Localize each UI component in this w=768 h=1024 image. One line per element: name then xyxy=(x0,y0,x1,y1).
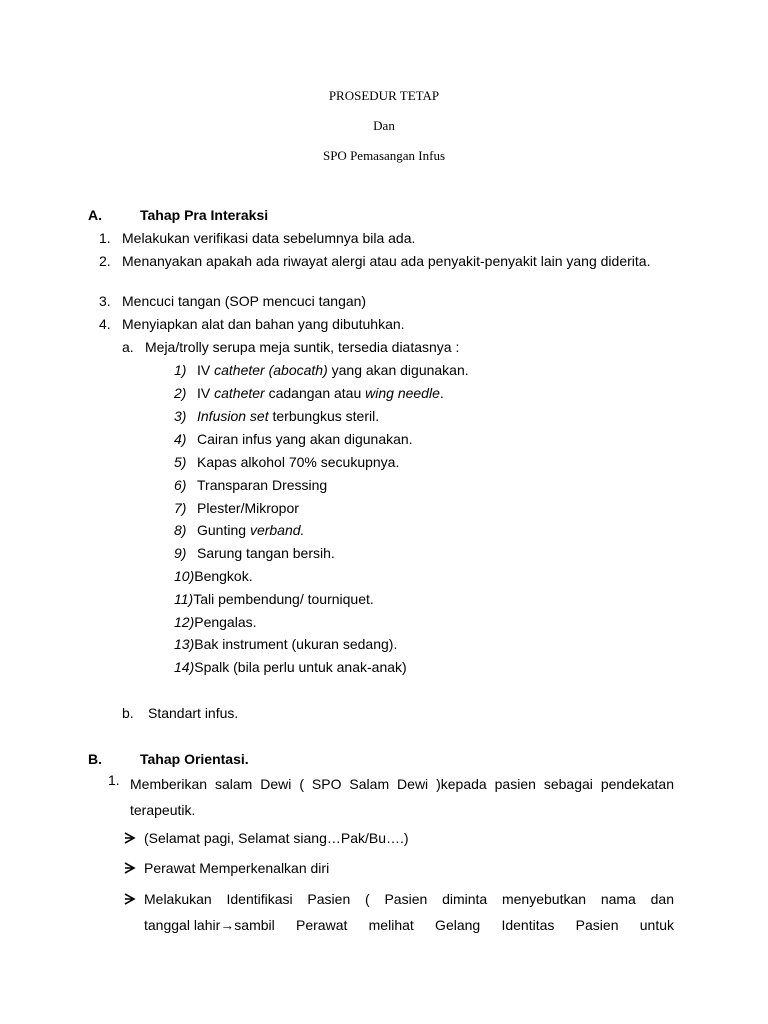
doc-title: PROSEDUR TETAP xyxy=(328,88,440,103)
tool-text: Plester/Mikropor xyxy=(197,500,299,516)
section-b-heading: Tahap Orientasi. xyxy=(140,751,249,767)
tool-text: IV xyxy=(197,385,215,401)
bullet-text: (Selamat pagi, Selamat siang…Pak/Bu….) xyxy=(144,830,409,846)
tool-text: Gunting xyxy=(197,522,250,538)
section-a-heading: Tahap Pra Interaksi xyxy=(140,207,269,223)
tool-text: terbungkus steril. xyxy=(268,408,380,424)
tool-text: Transparan Dressing xyxy=(197,477,328,493)
doc-title-conjunction: Dan xyxy=(373,118,395,133)
sub-item-letter: a. xyxy=(122,339,134,355)
tool-item xyxy=(174,384,444,402)
section-a-letter: A. xyxy=(88,207,102,223)
list-item-number: 1. xyxy=(99,230,111,246)
tool-text-italic: Infusion set xyxy=(197,408,269,424)
list-item-text: Menanyakan apakah ada riwayat alergi atau ada penyakit-penyakit lain yang diderita. xyxy=(122,253,651,269)
arrowhead-bullet-icon xyxy=(122,861,138,875)
tool-text: Tali pembendung/ tourniquet. xyxy=(193,591,374,607)
tool-number: 8) xyxy=(174,522,187,538)
list-item-number: 1. xyxy=(108,772,120,788)
tool-number: 9) xyxy=(174,545,187,561)
tool-text: Sarung tangan bersih. xyxy=(197,545,335,561)
tool-number: 1) xyxy=(174,362,187,378)
bullet-text: sambil Perawat melihat Gelang Identitas Pasien untuk xyxy=(234,917,674,933)
tool-text: . xyxy=(439,385,444,401)
tool-item xyxy=(174,407,379,425)
tool-text: IV xyxy=(197,362,215,378)
tool-item xyxy=(174,544,335,562)
list-item-text: Memberikan salam Dewi ( SPO Salam Dewi )kepada pasien sebagai pendekatan terapeutik. xyxy=(130,776,674,818)
sub-item-text: Meja/trolly serupa meja suntik, tersedia diatasnya : xyxy=(145,339,460,355)
tool-item xyxy=(174,476,327,494)
tool-number: 11) xyxy=(174,591,194,607)
tool-text-italic: wing needle xyxy=(365,385,440,401)
tool-text: Spalk (bila perlu untuk anak-anak) xyxy=(194,659,407,675)
tool-item xyxy=(174,613,257,631)
tool-item xyxy=(174,499,299,517)
section-b-letter: B. xyxy=(88,751,102,767)
tool-item xyxy=(174,567,253,585)
tool-number: 5) xyxy=(174,454,187,470)
tool-number: 4) xyxy=(174,431,187,447)
list-item-text: Melakukan verifikasi data sebelumnya bila ada. xyxy=(122,230,416,246)
bullet-text: tanggal lahir xyxy=(144,917,221,933)
tool-item xyxy=(174,635,397,653)
tool-item xyxy=(174,430,413,448)
tool-text-italic: catheter (abocath) xyxy=(214,362,328,378)
tool-item xyxy=(174,521,304,539)
tool-number: 10) xyxy=(174,568,195,584)
doc-subtitle: SPO Pemasangan Infus xyxy=(322,148,446,163)
tool-text-italic: catheter xyxy=(214,385,265,401)
list-item-text: Menyiapkan alat dan bahan yang dibutuhkan. xyxy=(122,316,405,332)
sub-item-text: Standart infus. xyxy=(148,705,239,721)
tool-text: Pengalas. xyxy=(194,614,257,630)
tool-number: 2) xyxy=(174,385,187,401)
tool-text: Bengkok. xyxy=(194,568,253,584)
tool-text: Kapas alkohol 70% secukupnya. xyxy=(197,454,400,470)
tool-item xyxy=(174,658,407,676)
tool-text: cadangan atau xyxy=(264,385,366,401)
tool-text-italic: verband. xyxy=(249,522,305,538)
tool-number: 12) xyxy=(174,614,195,630)
tool-number: 6) xyxy=(174,477,187,493)
arrowhead-bullet-icon xyxy=(122,892,138,906)
list-item-number: 3. xyxy=(99,293,111,309)
list-item-text: Mencuci tangan (SOP mencuci tangan) xyxy=(122,293,367,309)
tool-number: 7) xyxy=(174,500,187,516)
tool-item xyxy=(174,453,399,471)
tool-number: 13) xyxy=(174,636,195,652)
list-item-number: 2. xyxy=(99,253,111,269)
tool-text: Cairan infus yang akan digunakan. xyxy=(197,431,413,447)
tool-number: 3) xyxy=(174,408,187,424)
tool-text: Bak instrument (ukuran sedang). xyxy=(194,636,398,652)
tool-item xyxy=(174,361,469,379)
sub-item-letter: b. xyxy=(122,705,134,721)
bullet-text-continuation xyxy=(144,916,674,934)
tool-number: 14) xyxy=(174,659,195,675)
tool-item xyxy=(174,590,374,608)
arrowhead-bullet-icon xyxy=(122,831,138,845)
bullet-text: Melakukan Identifikasi Pasien ( Pasien diminta menyebutkan nama dan xyxy=(144,891,674,907)
tool-text: yang akan digunakan. xyxy=(327,362,469,378)
bullet-text: Perawat Memperkenalkan diri xyxy=(144,860,330,876)
list-item-number: 4. xyxy=(99,316,111,332)
arrow-right-icon: → xyxy=(220,917,235,933)
